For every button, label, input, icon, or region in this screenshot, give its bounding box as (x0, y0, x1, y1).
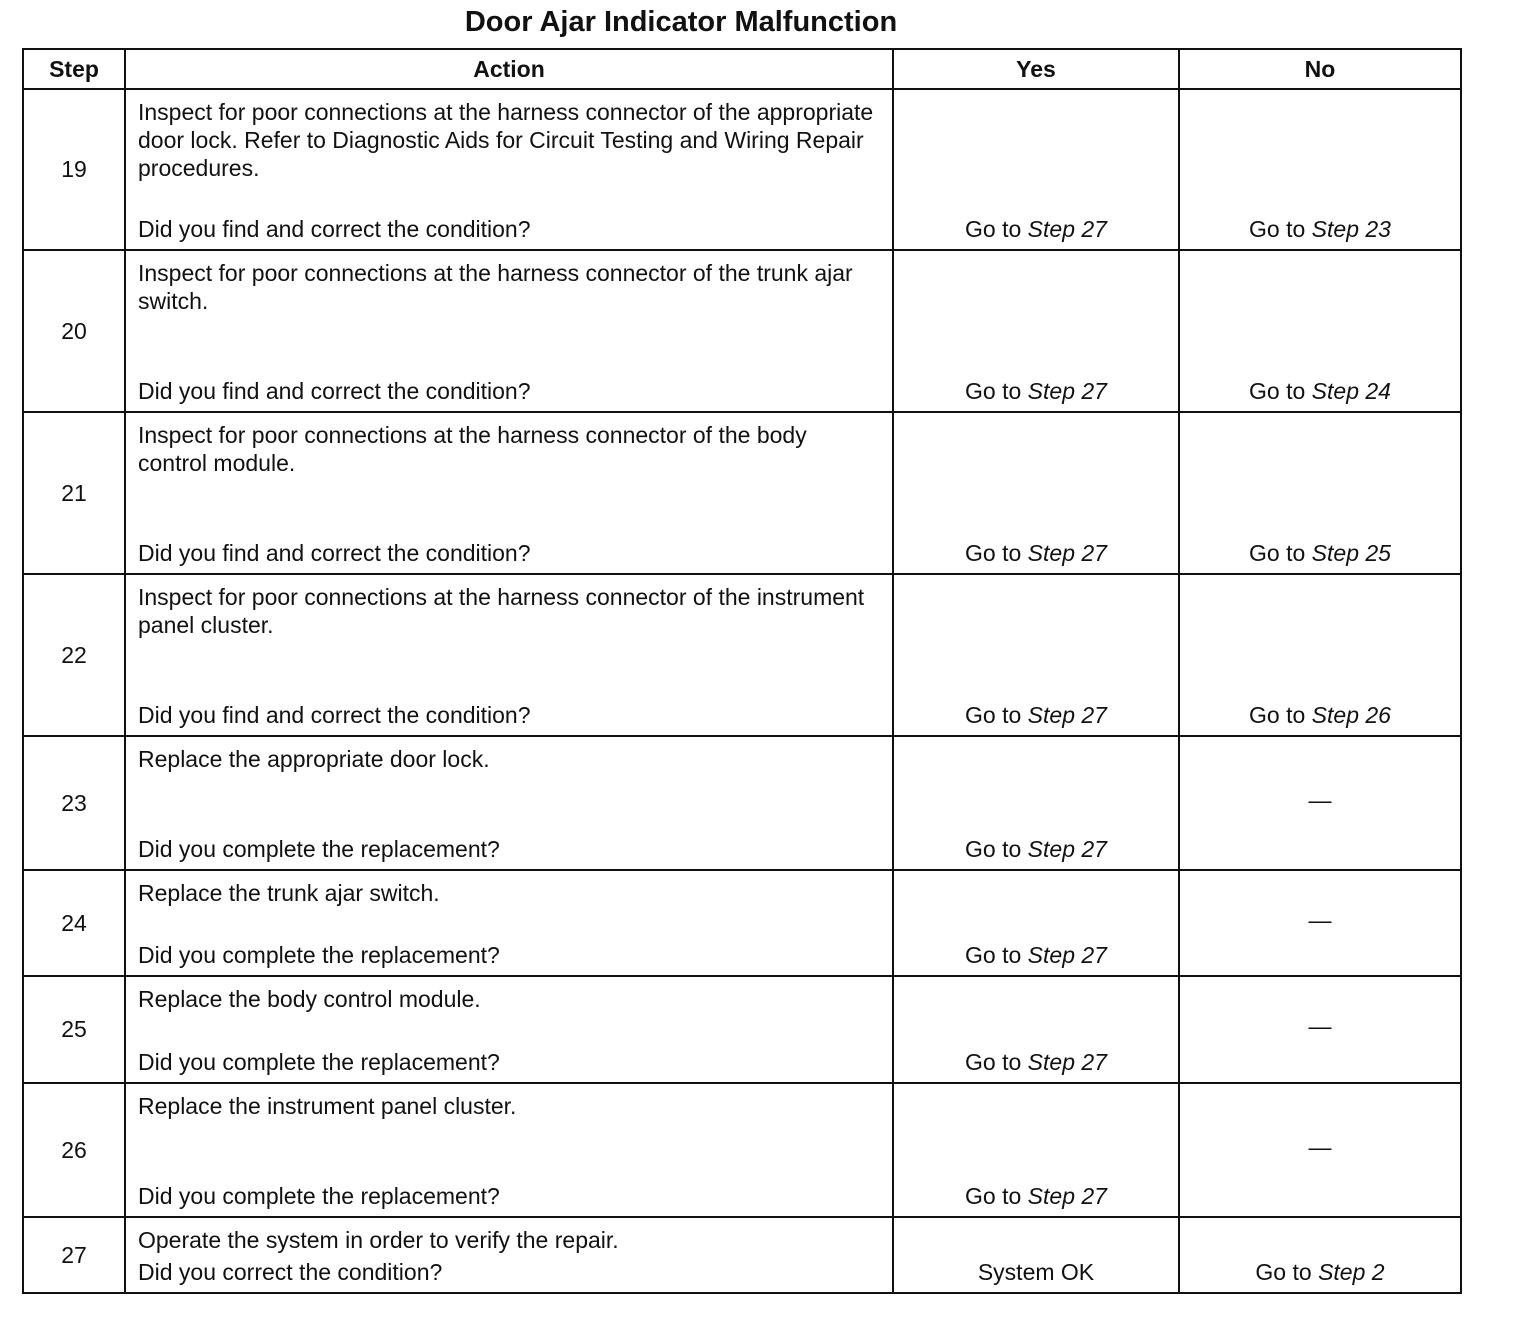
action-question: Did you complete the replacement? (138, 1049, 500, 1075)
yes-step-ref: Step 27 (1027, 378, 1107, 404)
yes-cell (893, 736, 1179, 870)
no-step-ref: Step 25 (1311, 540, 1391, 566)
yes-cell (893, 870, 1179, 976)
header-no: No (1179, 49, 1461, 89)
action-instruction: Replace the appropriate door lock. (138, 746, 490, 772)
table-row (23, 1083, 1461, 1217)
no-step-ref: Step 26 (1311, 702, 1391, 728)
action-cell (125, 1083, 893, 1217)
step-number: 23 (23, 736, 125, 870)
step-number: 27 (23, 1217, 125, 1293)
step-number: 20 (23, 250, 125, 412)
go-to-label: Go to (965, 540, 1022, 566)
action-cell (125, 250, 893, 412)
no-step-ref: Step 2 (1318, 1259, 1385, 1285)
action-instruction: Inspect for poor connections at the harness connector of the body control module. (138, 422, 807, 476)
table-row (23, 736, 1461, 870)
action-question: Did you complete the replacement? (138, 836, 500, 862)
go-to-label: Go to (1249, 702, 1306, 728)
no-cell (1179, 574, 1461, 736)
action-question: Did you complete the replacement? (138, 942, 500, 968)
go-to-label: Go to (965, 702, 1022, 728)
no-cell (1179, 412, 1461, 574)
table-row (23, 412, 1461, 574)
system-ok-text: System OK (977, 1259, 1095, 1285)
step-number: 21 (23, 412, 125, 574)
yes-step-ref: Step 27 (1027, 540, 1107, 566)
go-to-label: Go to (1249, 378, 1306, 404)
no-dash: — (1308, 1133, 1332, 1160)
go-to-label: Go to (1249, 540, 1306, 566)
go-to-label: Go to (965, 942, 1022, 968)
yes-step-ref: Step 27 (1027, 836, 1107, 862)
action-instruction: Replace the instrument panel cluster. (138, 1093, 517, 1119)
action-cell (125, 976, 893, 1083)
no-dash: — (1308, 1013, 1332, 1039)
yes-cell (893, 412, 1179, 574)
no-cell (1179, 976, 1461, 1083)
yes-cell (893, 89, 1179, 250)
header-yes: Yes (893, 49, 1179, 89)
step-number: 25 (23, 976, 125, 1083)
no-cell (1179, 736, 1461, 870)
action-instruction: Inspect for poor connections at the harness connector of the trunk ajar switch. (138, 260, 853, 314)
step-number: 22 (23, 574, 125, 736)
action-instruction: Inspect for poor connections at the harness connector of the appropriate door lock. Refer to Diagnostic Aids for Circuit Testing and Wiring Repair procedures. (138, 99, 874, 181)
action-question: Did you find and correct the condition? (138, 216, 531, 242)
yes-step-ref: Step 27 (1027, 702, 1107, 728)
no-dash: — (1308, 906, 1332, 933)
table-row (23, 870, 1461, 976)
action-cell (125, 870, 893, 976)
action-cell (125, 1217, 893, 1293)
yes-cell (893, 976, 1179, 1083)
go-to-label: Go to (965, 216, 1022, 242)
action-cell (125, 574, 893, 736)
go-to-label: Go to (965, 378, 1022, 404)
go-to-label: Go to (965, 1049, 1022, 1075)
go-to-label: Go to (1249, 216, 1306, 242)
no-step-ref: Step 24 (1311, 378, 1391, 404)
action-cell (125, 89, 893, 250)
no-cell (1179, 1217, 1461, 1293)
yes-step-ref: Step 27 (1027, 1183, 1107, 1209)
header-step: Step (23, 49, 125, 89)
no-step-ref: Step 23 (1311, 216, 1391, 242)
yes-cell (893, 250, 1179, 412)
diagnostic-table (22, 48, 1462, 1294)
yes-step-ref: Step 27 (1027, 942, 1107, 968)
yes-step-ref: Step 27 (1027, 1049, 1107, 1075)
action-question: Did you find and correct the condition? (138, 540, 531, 566)
action-instruction: Replace the body control module. (138, 986, 481, 1012)
yes-step-ref: Step 27 (1027, 216, 1107, 242)
action-instruction: Operate the system in order to verify the repair. (138, 1227, 619, 1253)
action-question: Did you find and correct the condition? (138, 702, 531, 728)
yes-cell (893, 1217, 1179, 1293)
go-to-label: Go to (965, 1183, 1022, 1209)
page-title: Door Ajar Indicator Malfunction (464, 6, 898, 38)
yes-cell (893, 1083, 1179, 1217)
yes-cell (893, 574, 1179, 736)
table-row (23, 976, 1461, 1083)
step-number: 26 (23, 1083, 125, 1217)
step-number: 24 (23, 870, 125, 976)
table-row (23, 89, 1461, 250)
step-number: 19 (23, 89, 125, 250)
no-dash: — (1308, 786, 1332, 813)
action-question: Did you correct the condition? (138, 1259, 443, 1285)
go-to-label: Go to (1255, 1259, 1312, 1285)
header-row (23, 49, 1461, 89)
no-cell (1179, 870, 1461, 976)
table-row (23, 574, 1461, 736)
action-instruction: Inspect for poor connections at the harness connector of the instrument panel cluster. (138, 584, 865, 638)
no-cell (1179, 250, 1461, 412)
action-question: Did you find and correct the condition? (138, 378, 531, 404)
action-instruction: Replace the trunk ajar switch. (138, 880, 440, 906)
go-to-label: Go to (965, 836, 1022, 862)
action-cell (125, 412, 893, 574)
action-cell (125, 736, 893, 870)
table-row (23, 1217, 1461, 1293)
header-action: Action (125, 49, 893, 89)
action-question: Did you complete the replacement? (138, 1183, 500, 1209)
no-cell (1179, 1083, 1461, 1217)
no-cell (1179, 89, 1461, 250)
table-row (23, 250, 1461, 412)
